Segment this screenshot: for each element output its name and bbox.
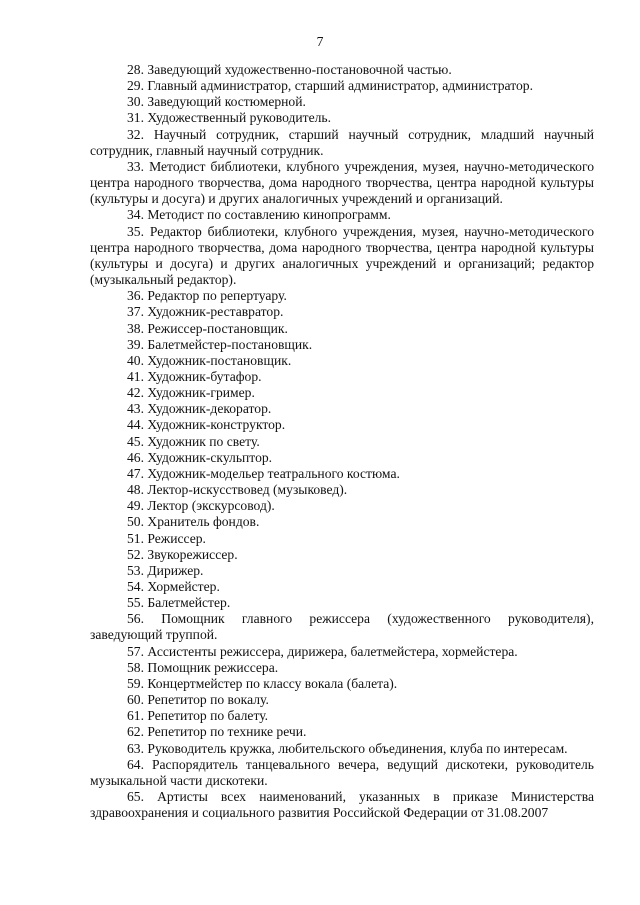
list-item: 49. Лектор (экскурсовод). bbox=[127, 498, 275, 514]
list-item: 64. Распорядитель танцевального вечера, ведущий дискотеки, руководитель музыкальной части дискотеки. bbox=[90, 756, 594, 788]
list-item: 43. Художник-декоратор. bbox=[127, 401, 272, 417]
list-item: 33. Методист библиотеки, клубного учреждения, музея, научно-методического центра народного творчества, дома народного творчества, центра народной культуры (культуры и досуга) и других аналогичных учреждений и организаций. bbox=[90, 158, 594, 207]
list-item: 39. Балетмейстер-постановщик. bbox=[127, 336, 313, 352]
list-item: 40. Художник-постановщик. bbox=[127, 352, 292, 368]
position-list bbox=[90, 62, 594, 821]
list-item: 36. Редактор по репертуару. bbox=[127, 288, 287, 304]
list-item: 28. Заведующий художественно-постановочной частью. bbox=[127, 62, 452, 77]
list-item: 60. Репетитор по вокалу. bbox=[127, 692, 269, 708]
list-item: 44. Художник-конструктор. bbox=[127, 417, 286, 433]
list-item: 30. Заведующий костюмерной. bbox=[127, 94, 306, 110]
list-item: 38. Режиссер-постановщик. bbox=[127, 320, 288, 336]
list-item: 54. Хормейстер. bbox=[127, 579, 220, 594]
list-item: 37. Художник-реставратор. bbox=[127, 304, 284, 320]
list-item: 53. Дирижер. bbox=[127, 562, 204, 578]
list-item: 62. Репетитор по технике речи. bbox=[127, 724, 307, 740]
list-item: 42. Художник-гример. bbox=[127, 385, 255, 401]
page-number: 7 bbox=[316, 34, 324, 49]
list-item: 65. Артисты всех наименований, указанных в приказе Министерства здравоохранения и социального развития Российской Федерации от 31.08.2007 bbox=[90, 789, 594, 821]
list-item: 59. Концертмейстер по классу вокала (балета). bbox=[127, 675, 398, 691]
list-item: 48. Лектор-искусствовед (музыковед). bbox=[127, 482, 348, 498]
list-item: 46. Художник-скульптор. bbox=[127, 449, 273, 465]
list-item: 29. Главный администратор, старший администратор, администратор. bbox=[127, 78, 533, 94]
list-item: 55. Балетмейстер. bbox=[127, 595, 231, 611]
list-item: 52. Звукорежиссер. bbox=[127, 546, 238, 562]
list-item: 61. Репетитор по балету. bbox=[127, 708, 269, 724]
list-item: 41. Художник-бутафор. bbox=[127, 368, 262, 384]
list-item: 47. Художник-модельер театрального костюма. bbox=[127, 465, 400, 481]
list-item: 56. Помощник главного режиссера (художественного руководителя), заведующий труппой. bbox=[90, 611, 594, 643]
list-item: 34. Методист по составлению кинопрограмм. bbox=[127, 207, 391, 223]
list-item: 35. Редактор библиотеки, клубного учреждения, музея, научно-методического центра народного творчества, дома народного творчества, центра народной культуры (культуры и досуга) и других аналогичных учреждений и организаций; редактор (музыкальный редактор). bbox=[90, 223, 594, 288]
list-item: 31. Художественный руководитель. bbox=[127, 110, 332, 126]
list-item: 32. Научный сотрудник, старший научный сотрудник, младший научный сотрудник, главный научный сотрудник. bbox=[90, 126, 594, 158]
list-item: 50. Хранитель фондов. bbox=[127, 514, 260, 530]
list-item: 63. Руководитель кружка, любительского объединения, клуба по интересам. bbox=[127, 740, 568, 756]
list-item: 58. Помощник режиссера. bbox=[127, 659, 279, 675]
list-item: 51. Режиссер. bbox=[127, 530, 206, 546]
list-item: 57. Ассистенты режиссера, дирижера, балетмейстера, хормейстера. bbox=[127, 643, 518, 659]
list-item: 45. Художник по свету. bbox=[127, 433, 260, 449]
